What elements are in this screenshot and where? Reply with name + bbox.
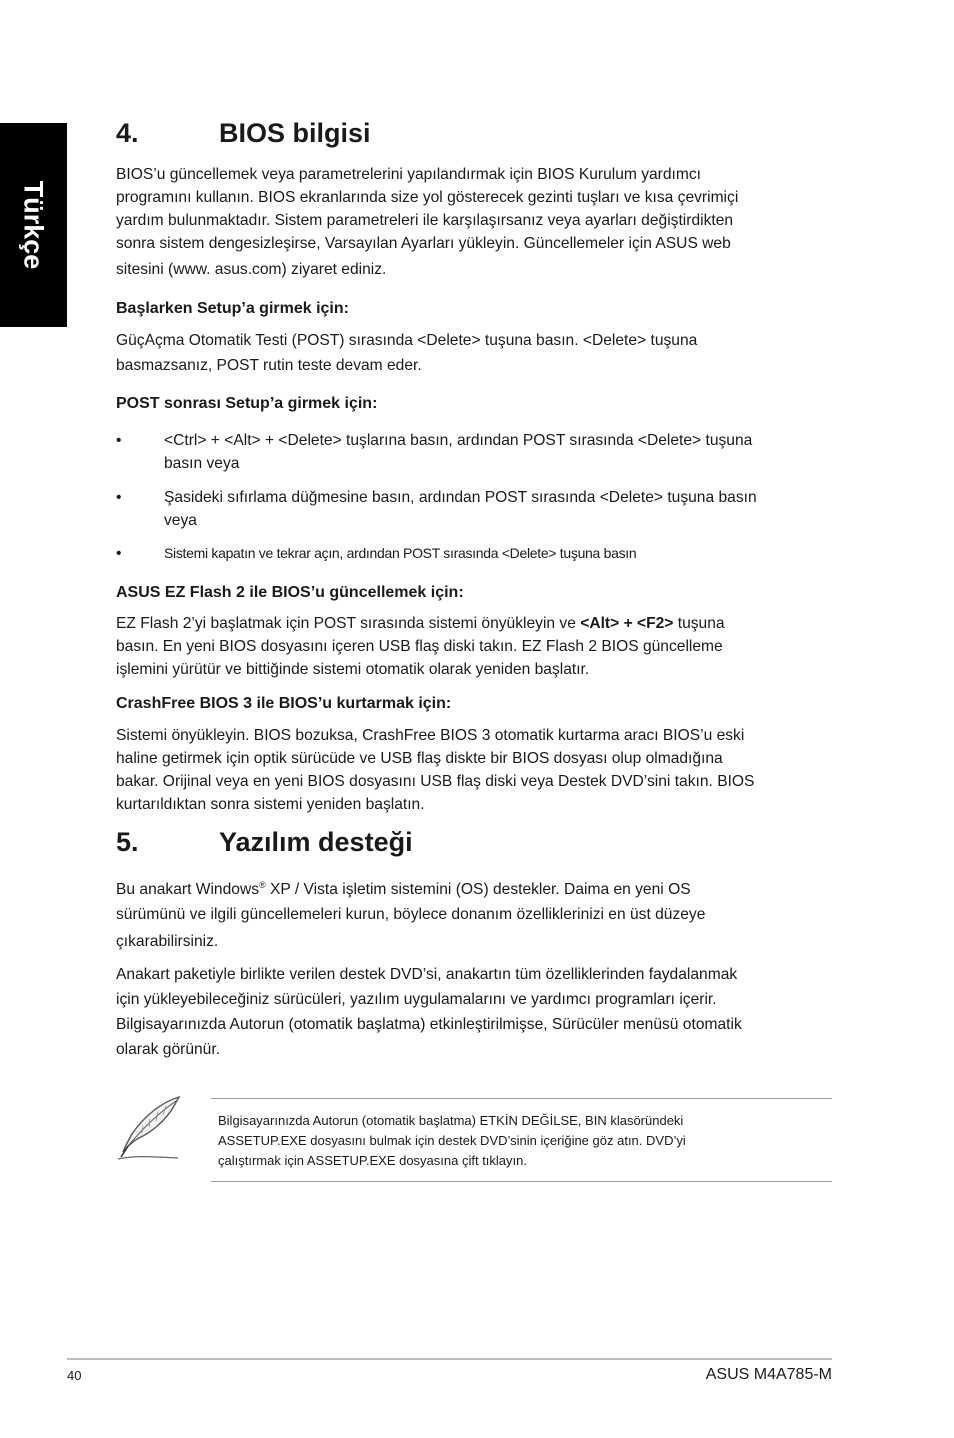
text-segment: Bu anakart Windows bbox=[116, 881, 260, 899]
bullet-symbol: • bbox=[116, 545, 122, 562]
text-line: sürümünü ve ilgili güncellemeleri kurun, böylece donanım özelliklerinizi en üst düzeye bbox=[116, 906, 706, 924]
text-line: çıkarabilirsiniz. bbox=[116, 933, 219, 951]
ez-flash-paragraph bbox=[116, 612, 832, 681]
text-line: ASSETUP.EXE dosyasını bulmak için destek DVD’sinin içeriğine göz atın. DVD’yi bbox=[218, 1133, 686, 1148]
text-line: sonra sistem dengesizleşirse, Varsayılan Ayarları yükleyin. Güncellemeler için ASUS web bbox=[116, 235, 731, 252]
software-paragraph-2 bbox=[116, 962, 832, 1062]
text-line: Sistemi önyükleyin. BIOS bozuksa, CrashFree BIOS 3 otomatik kurtarma aracı BIOS’u eski bbox=[116, 727, 745, 744]
text-line bbox=[116, 612, 832, 635]
feather-pen-icon bbox=[116, 1094, 182, 1162]
text-line: çalıştırmak için ASSETUP.EXE dosyasına çift tıklayın. bbox=[218, 1153, 527, 1168]
registered-mark: ® bbox=[259, 880, 266, 890]
software-paragraph-1 bbox=[116, 873, 832, 954]
text-line: veya bbox=[164, 512, 197, 529]
ez-flash-heading: ASUS EZ Flash 2 ile BIOS’u güncellemek için: bbox=[116, 584, 464, 601]
text-line: Bilgisayarınızda Autorun (otomatik başlatma) etkinleştirilmişse, Sürücüler menüsü otomatik bbox=[116, 1016, 742, 1033]
boot-setup-paragraph bbox=[116, 328, 832, 378]
bullet-symbol: • bbox=[116, 489, 122, 506]
section-4-title: BIOS bilgisi bbox=[219, 118, 371, 148]
text-line bbox=[116, 873, 832, 902]
text-line: kurtarıldıktan sonra sistemi yeniden başlatın. bbox=[116, 796, 425, 813]
text-line: için yükleyebileceğiniz sürücüleri, yazılım uygulamalarını ve yardımcı programları içerir. bbox=[116, 991, 717, 1008]
text-line: basın. En yeni BIOS dosyasını içeren USB flaş diski takın. EZ Flash 2 BIOS güncelleme bbox=[116, 638, 723, 655]
note-box bbox=[211, 1098, 832, 1182]
text-line: Şasideki sıfırlama düğmesine basın, ardından POST sırasında <Delete> tuşuna basın bbox=[164, 489, 757, 506]
text-segment: EZ Flash 2’yi başlatmak için POST sırasında sistemi önyükleyin ve bbox=[116, 615, 581, 632]
text-line: Sistemi kapatın ve tekrar açın, ardından POST sırasında <Delete> tuşuna basın bbox=[164, 545, 637, 561]
note-text bbox=[218, 1111, 818, 1171]
bios-intro-paragraph bbox=[116, 163, 832, 281]
product-model: ASUS M4A785-M bbox=[705, 1366, 832, 1383]
text-line: Anakart paketiyle birlikte verilen destek DVD’si, anakartın tüm özelliklerinden faydalanmak bbox=[116, 966, 738, 983]
language-label: Türkçe bbox=[18, 180, 49, 270]
text-line: basmazsanız, POST rutin teste devam eder. bbox=[116, 357, 422, 374]
footer-divider bbox=[67, 1358, 832, 1360]
page-number: 40 bbox=[67, 1368, 82, 1383]
boot-setup-heading: Başlarken Setup’a girmek için: bbox=[116, 300, 349, 317]
section-4-number: 4. bbox=[116, 118, 139, 148]
text-line: bakar. Orijinal veya en yeni BIOS dosyasını USB flaş diski veya Destek DVD’sini takın. BIOS bbox=[116, 773, 755, 790]
text-line: programını kullanın. BIOS ekranlarında size yol gösterecek gezinti tuşları ve kısa çevrimiçi bbox=[116, 189, 739, 206]
language-side-tab bbox=[0, 123, 67, 327]
text-line: işlemini yürütür ve bittiğinde sistemi otomatik olarak yeniden başlatır. bbox=[116, 661, 590, 678]
crashfree-paragraph bbox=[116, 724, 832, 816]
bullet-symbol: • bbox=[116, 432, 122, 449]
section-5-title: Yazılım desteği bbox=[219, 827, 413, 857]
text-line: Bilgisayarınızda Autorun (otomatik başlatma) ETKİN DEĞİLSE, BIN klasöründeki bbox=[218, 1113, 684, 1128]
text-line: BIOS’u güncellemek veya parametrelerini yapılandırmak için BIOS Kurulum yardımcı bbox=[116, 166, 702, 183]
text-line: haline getirmek için optik sürücüde ve USB flaş diskte bir BIOS dosyası olup olmadığına bbox=[116, 750, 723, 767]
text-line: yardım bulunmaktadır. Sistem parametreleri ile karşılaşırsanız veya ayarları değiştirdikten bbox=[116, 212, 734, 229]
text-line: GüçAçma Otomatik Testi (POST) sırasında <Delete> tuşuna basın. <Delete> tuşuna bbox=[116, 332, 698, 349]
text-line: olarak görünür. bbox=[116, 1041, 221, 1058]
text-line: sitesini (www. asus.com) ziyaret ediniz. bbox=[116, 261, 387, 278]
text-segment: XP / Vista işletim sistemini (OS) destekler. Daima en yeni OS bbox=[265, 881, 691, 899]
hotkey-text: <Alt> + <F2> bbox=[580, 615, 674, 632]
post-setup-heading: POST sonrası Setup’a girmek için: bbox=[116, 395, 378, 412]
text-line: <Ctrl> + <Alt> + <Delete> tuşlarına basın, ardından POST sırasında <Delete> tuşuna bbox=[164, 432, 753, 449]
section-5-number: 5. bbox=[116, 827, 139, 857]
text-line: basın veya bbox=[164, 455, 240, 472]
text-segment: tuşuna bbox=[673, 615, 725, 632]
crashfree-heading: CrashFree BIOS 3 ile BIOS’u kurtarmak için: bbox=[116, 695, 452, 712]
